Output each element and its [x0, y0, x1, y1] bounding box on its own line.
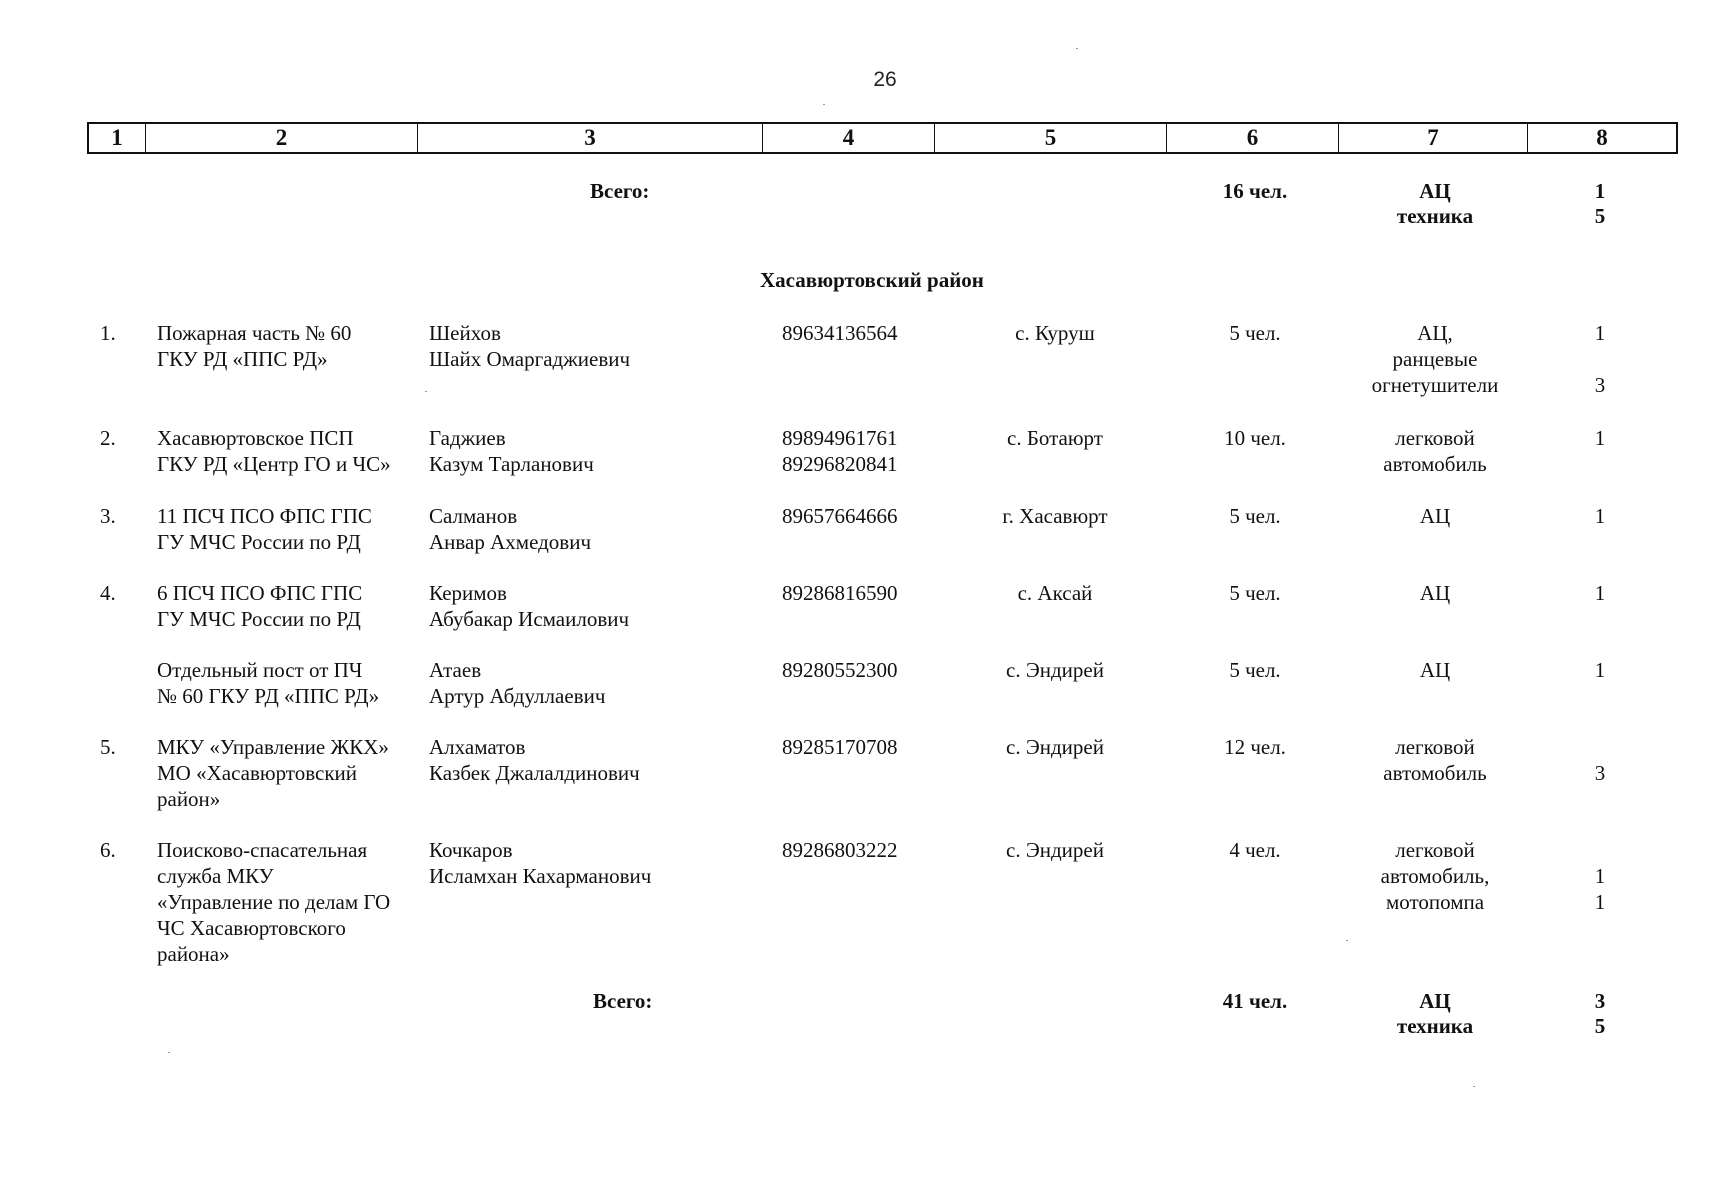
quantity: 1	[1594, 581, 1606, 605]
personnel-count: 12 чел.	[1224, 735, 1286, 759]
head-name: Казум Тарланович	[429, 452, 594, 476]
location: с. Куруш	[1015, 321, 1095, 345]
phone: 89285170708	[782, 735, 898, 759]
equipment: АЦ,	[1417, 321, 1453, 345]
quantity: 1	[1594, 426, 1606, 450]
phone: 89657664666	[782, 504, 898, 528]
organization: район»	[157, 787, 221, 811]
header-col-4: 4	[763, 124, 935, 152]
personnel-count: 10 чел.	[1224, 426, 1286, 450]
equipment: АЦ	[1419, 658, 1451, 682]
equipment: АЦ	[1419, 504, 1451, 528]
organization: 11 ПСЧ ПСО ФПС ГПС	[157, 504, 372, 528]
header-col-8: 8	[1596, 125, 1608, 150]
organization: 6 ПСЧ ПСО ФПС ГПС	[157, 581, 363, 605]
phone: 89296820841	[782, 452, 898, 476]
scan-speck	[1076, 48, 1078, 49]
equipment: автомобиль	[1383, 761, 1487, 785]
head-name: Казбек Джалалдинович	[429, 761, 640, 785]
quantity: 1	[1594, 864, 1606, 888]
total-label: Всего:	[593, 989, 653, 1013]
organization: Отдельный пост от ПЧ	[157, 658, 363, 682]
head-name: Шейхов	[429, 321, 501, 345]
personnel-count: 5 чел.	[1229, 321, 1281, 345]
phone: 89280552300	[782, 658, 898, 682]
organization: МКУ «Управление ЖКХ»	[157, 735, 389, 759]
equipment: АЦ	[1419, 581, 1451, 605]
organization: Пожарная часть № 60	[157, 321, 352, 345]
equipment: легковой	[1395, 735, 1475, 759]
total-qty-2: 5	[1594, 204, 1606, 228]
personnel-count: 5 чел.	[1229, 504, 1281, 528]
total-people: 41 чел.	[1222, 989, 1288, 1013]
row-number: 3.	[100, 504, 116, 528]
equipment: легковой	[1395, 426, 1475, 450]
scan-speck	[823, 104, 825, 105]
total-equipment-2: техника	[1396, 204, 1474, 228]
head-name: Абубакар Исмаилович	[429, 607, 630, 631]
total-equipment: АЦ	[1419, 179, 1451, 203]
header-col-2: 2	[146, 124, 418, 152]
personnel-count: 5 чел.	[1229, 581, 1281, 605]
head-name: Анвар Ахмедович	[429, 530, 592, 554]
equipment: огнетушители	[1371, 373, 1499, 397]
total-qty-2: 5	[1594, 1014, 1606, 1038]
row-number: 1.	[100, 321, 116, 345]
organization: № 60 ГКУ РД «ППС РД»	[157, 684, 380, 708]
organization: района»	[157, 942, 230, 966]
total-equipment-2: техника	[1396, 1014, 1474, 1038]
head-name: Алхаматов	[429, 735, 526, 759]
scan-speck	[1473, 1086, 1475, 1087]
scan-speck	[425, 391, 427, 392]
equipment: автомобиль,	[1380, 864, 1490, 888]
header-col-7: 7	[1339, 124, 1528, 152]
scan-speck	[168, 1052, 170, 1053]
row-number: 2.	[100, 426, 116, 450]
row-number: 4.	[100, 581, 116, 605]
phone: 89286803222	[782, 838, 898, 862]
location: с. Аксай	[1017, 581, 1093, 605]
head-name: Атаев	[429, 658, 482, 682]
head-name: Артур Абдуллаевич	[429, 684, 606, 708]
head-name: Кочкаров	[429, 838, 513, 862]
organization: ГКУ РД «ППС РД»	[157, 347, 328, 371]
total-people: 16 чел.	[1222, 179, 1288, 203]
organization: ГУ МЧС России по РД	[157, 607, 361, 631]
equipment: автомобиль	[1383, 452, 1487, 476]
location: с. Эндирей	[1006, 735, 1104, 759]
total-qty: 3	[1594, 989, 1606, 1013]
total-equipment: АЦ	[1419, 989, 1451, 1013]
location: г. Хасавюрт	[1002, 504, 1108, 528]
organization: ГУ МЧС России по РД	[157, 530, 361, 554]
quantity: 1	[1594, 658, 1606, 682]
location: с. Эндирей	[1006, 838, 1104, 862]
total-qty: 1	[1594, 179, 1606, 203]
header-col-6: 6	[1167, 124, 1339, 152]
location: с. Ботаюрт	[1007, 426, 1103, 450]
organization: служба МКУ	[157, 864, 274, 888]
phone: 89634136564	[782, 321, 898, 345]
header-col-5: 5	[935, 124, 1167, 152]
scan-speck	[1346, 940, 1348, 941]
total-label: Всего:	[590, 179, 650, 203]
phone: 89286816590	[782, 581, 898, 605]
equipment: мотопомпа	[1385, 890, 1485, 914]
head-name: Исламхан Кахарманович	[429, 864, 652, 888]
header-col-1: 1	[89, 124, 146, 152]
personnel-count: 4 чел.	[1229, 838, 1281, 862]
organization: ЧС Хасавюртовского	[157, 916, 346, 940]
table-header-row	[87, 122, 1678, 154]
quantity: 1	[1594, 504, 1606, 528]
head-name: Салманов	[429, 504, 518, 528]
personnel-count: 5 чел.	[1229, 658, 1281, 682]
quantity: 1	[1594, 890, 1606, 914]
head-name: Гаджиев	[429, 426, 506, 450]
phone: 89894961761	[782, 426, 898, 450]
head-name: Керимов	[429, 581, 507, 605]
location: с. Эндирей	[1006, 658, 1104, 682]
quantity: 1	[1594, 321, 1606, 345]
organization: Поисково-спасательная	[157, 838, 368, 862]
row-number: 5.	[100, 735, 116, 759]
head-name: Шайх Омаргаджиевич	[429, 347, 631, 371]
equipment: легковой	[1395, 838, 1475, 862]
quantity: 3	[1594, 761, 1606, 785]
row-number: 6.	[100, 838, 116, 862]
header-col-3: 3	[418, 124, 763, 152]
section-title: Хасавюртовский район	[760, 268, 984, 292]
organization: Хасавюртовское ПСП	[157, 426, 354, 450]
organization: МО «Хасавюртовский	[157, 761, 357, 785]
quantity: 3	[1594, 373, 1606, 397]
equipment: ранцевые	[1392, 347, 1478, 371]
organization: «Управление по делам ГО	[157, 890, 391, 914]
page-number: 26	[873, 68, 897, 91]
organization: ГКУ РД «Центр ГО и ЧС»	[157, 452, 391, 476]
